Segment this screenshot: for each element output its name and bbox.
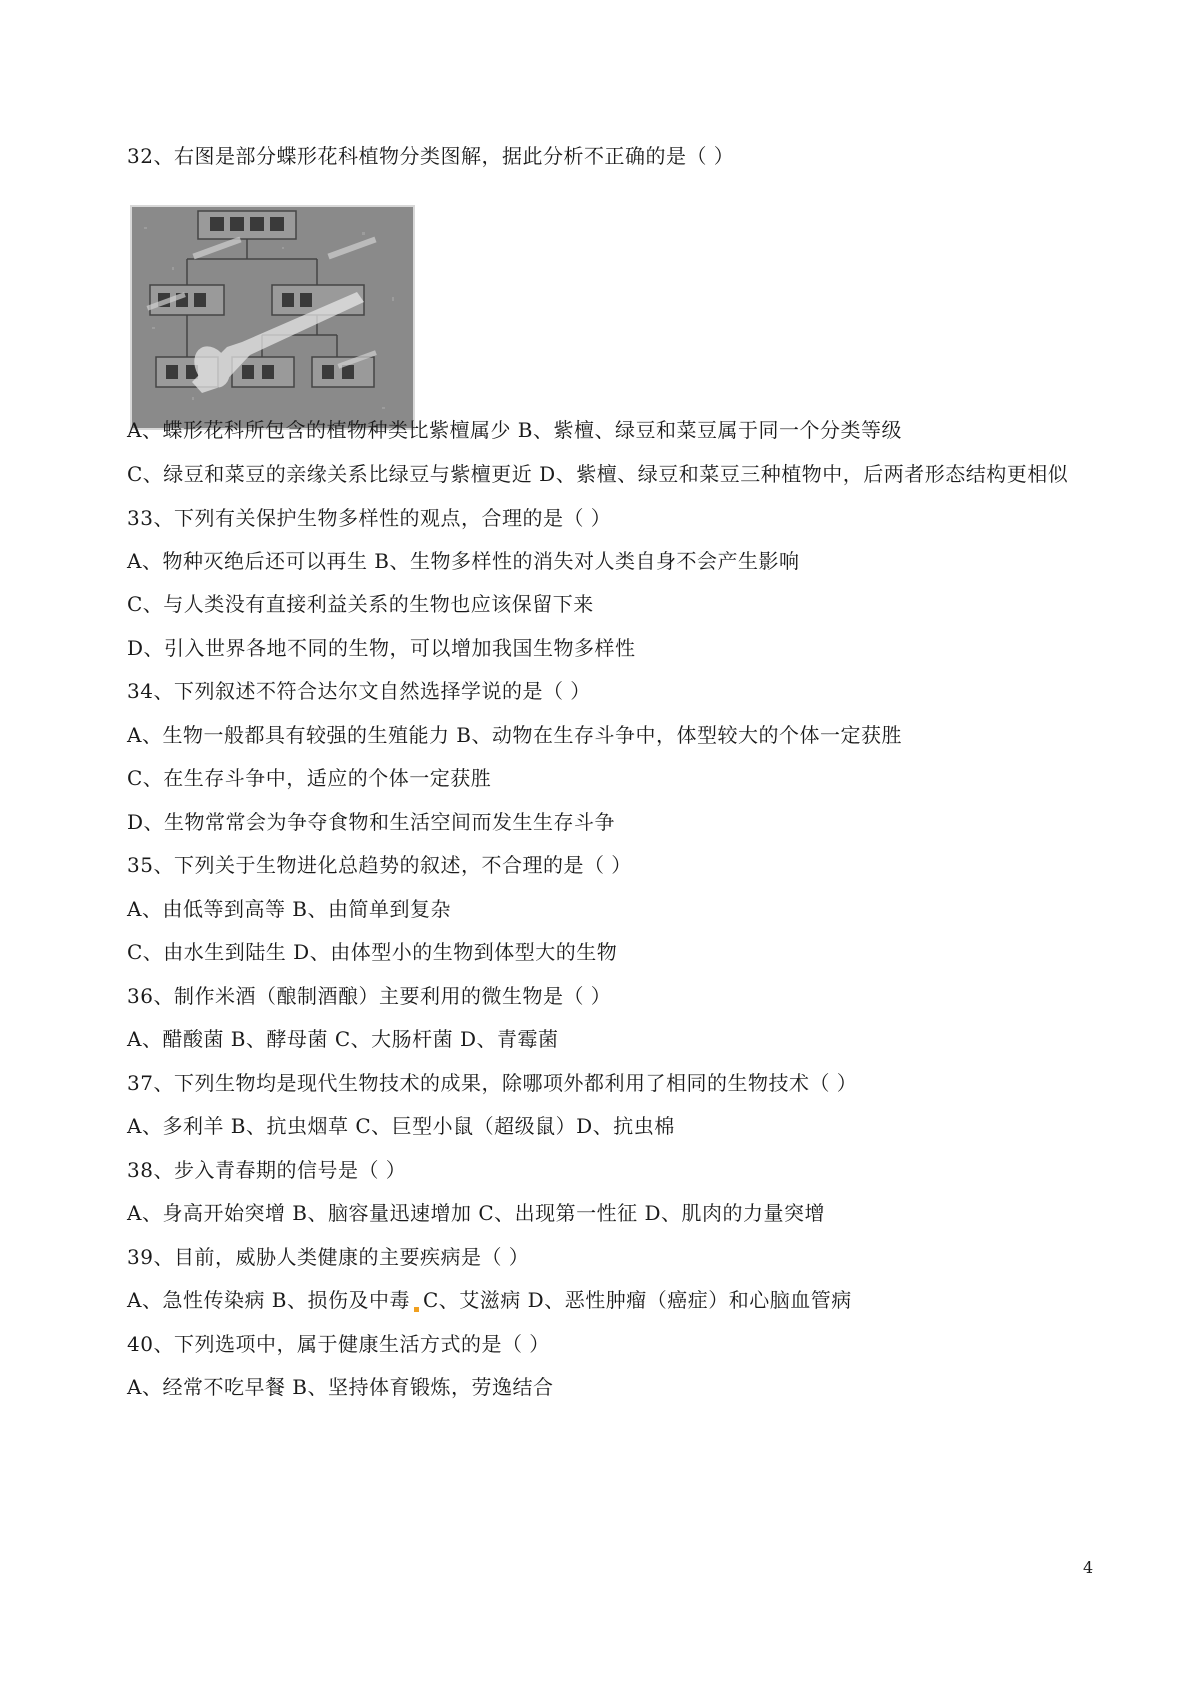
question-32-option-line-1: A、蝶形花科所包含的植物种类比紫檀属少 B、紫檀、绿豆和菜豆属于同一个分类等级 [127, 418, 902, 442]
question-32-stem: 32、右图是部分蝶形花科植物分类图解，据此分析不正确的是（ ） [127, 144, 735, 168]
question-39-option-part-2: C、艾滋病 D、恶性肿瘤（癌症）和心脑血管病 [423, 1288, 852, 1312]
question-36-option-line-1: A、醋酸菌 B、酵母菌 C、大肠杆菌 D、青霉菌 [127, 1027, 559, 1051]
question-38-option-line-1: A、身高开始突增 B、脑容量迅速增加 C、出现第一性征 D、肌肉的力量突增 [127, 1201, 826, 1225]
question-32-option-line-2: C、绿豆和菜豆的亲缘关系比绿豆与紫檀更近 D、紫檀、绿豆和菜豆三种植物中，后两者形态结构更相似 [127, 462, 1069, 486]
question-34-option-line-3: D、生物常常会为争夺食物和生活空间而发生生存斗争 [127, 810, 616, 834]
question-35-stem: 35、下列关于生物进化总趋势的叙述，不合理的是（ ） [127, 853, 632, 877]
question-38-stem: 38、步入青春期的信号是（ ） [127, 1158, 407, 1182]
question-34-option-line-1: A、生物一般都具有较强的生殖能力 B、动物在生存斗争中，体型较大的个体一定获胜 [127, 723, 902, 747]
question-33-stem: 33、下列有关保护生物多样性的观点，合理的是（ ） [127, 506, 612, 530]
question-34-stem: 34、下列叙述不符合达尔文自然选择学说的是（ ） [127, 679, 591, 703]
question-36-stem: 36、制作米酒（酿制酒酿）主要利用的微生物是（ ） [127, 984, 612, 1008]
question-33-option-line-3: D、引入世界各地不同的生物，可以增加我国生物多样性 [127, 636, 636, 660]
question-35-option-line-1: A、由低等到高等 B、由简单到复杂 [127, 897, 451, 921]
question-35-option-line-2: C、由水生到陆生 D、由体型小的生物到体型大的生物 [127, 940, 618, 964]
highlight-marker-icon [414, 1307, 419, 1312]
page-number: 4 [1083, 1558, 1094, 1577]
classification-diagram-figure [130, 205, 415, 430]
question-37-stem: 37、下列生物均是现代生物技术的成果，除哪项外都利用了相同的生物技术（ ） [127, 1071, 858, 1095]
question-37-option-line-1: A、多利羊 B、抗虫烟草 C、巨型小鼠（超级鼠）D、抗虫棉 [127, 1114, 675, 1138]
question-39-stem: 39、目前，威胁人类健康的主要疾病是（ ） [127, 1245, 530, 1269]
question-33-option-line-2: C、与人类没有直接利益关系的生物也应该保留下来 [127, 592, 594, 616]
question-39-option-part-1: A、急性传染病 B、损伤及中毒 [127, 1288, 410, 1312]
classification-diagram [132, 207, 413, 428]
question-39-option-line-1 [127, 1286, 852, 1314]
question-40-stem: 40、下列选项中，属于健康生活方式的是（ ） [127, 1332, 550, 1356]
question-34-option-line-2: C、在生存斗争中，适应的个体一定获胜 [127, 766, 492, 790]
question-33-option-line-1: A、物种灭绝后还可以再生 B、生物多样性的消失对人类自身不会产生影响 [127, 549, 800, 573]
question-40-option-line-1: A、经常不吃早餐 B、坚持体育锻炼，劳逸结合 [127, 1375, 554, 1399]
